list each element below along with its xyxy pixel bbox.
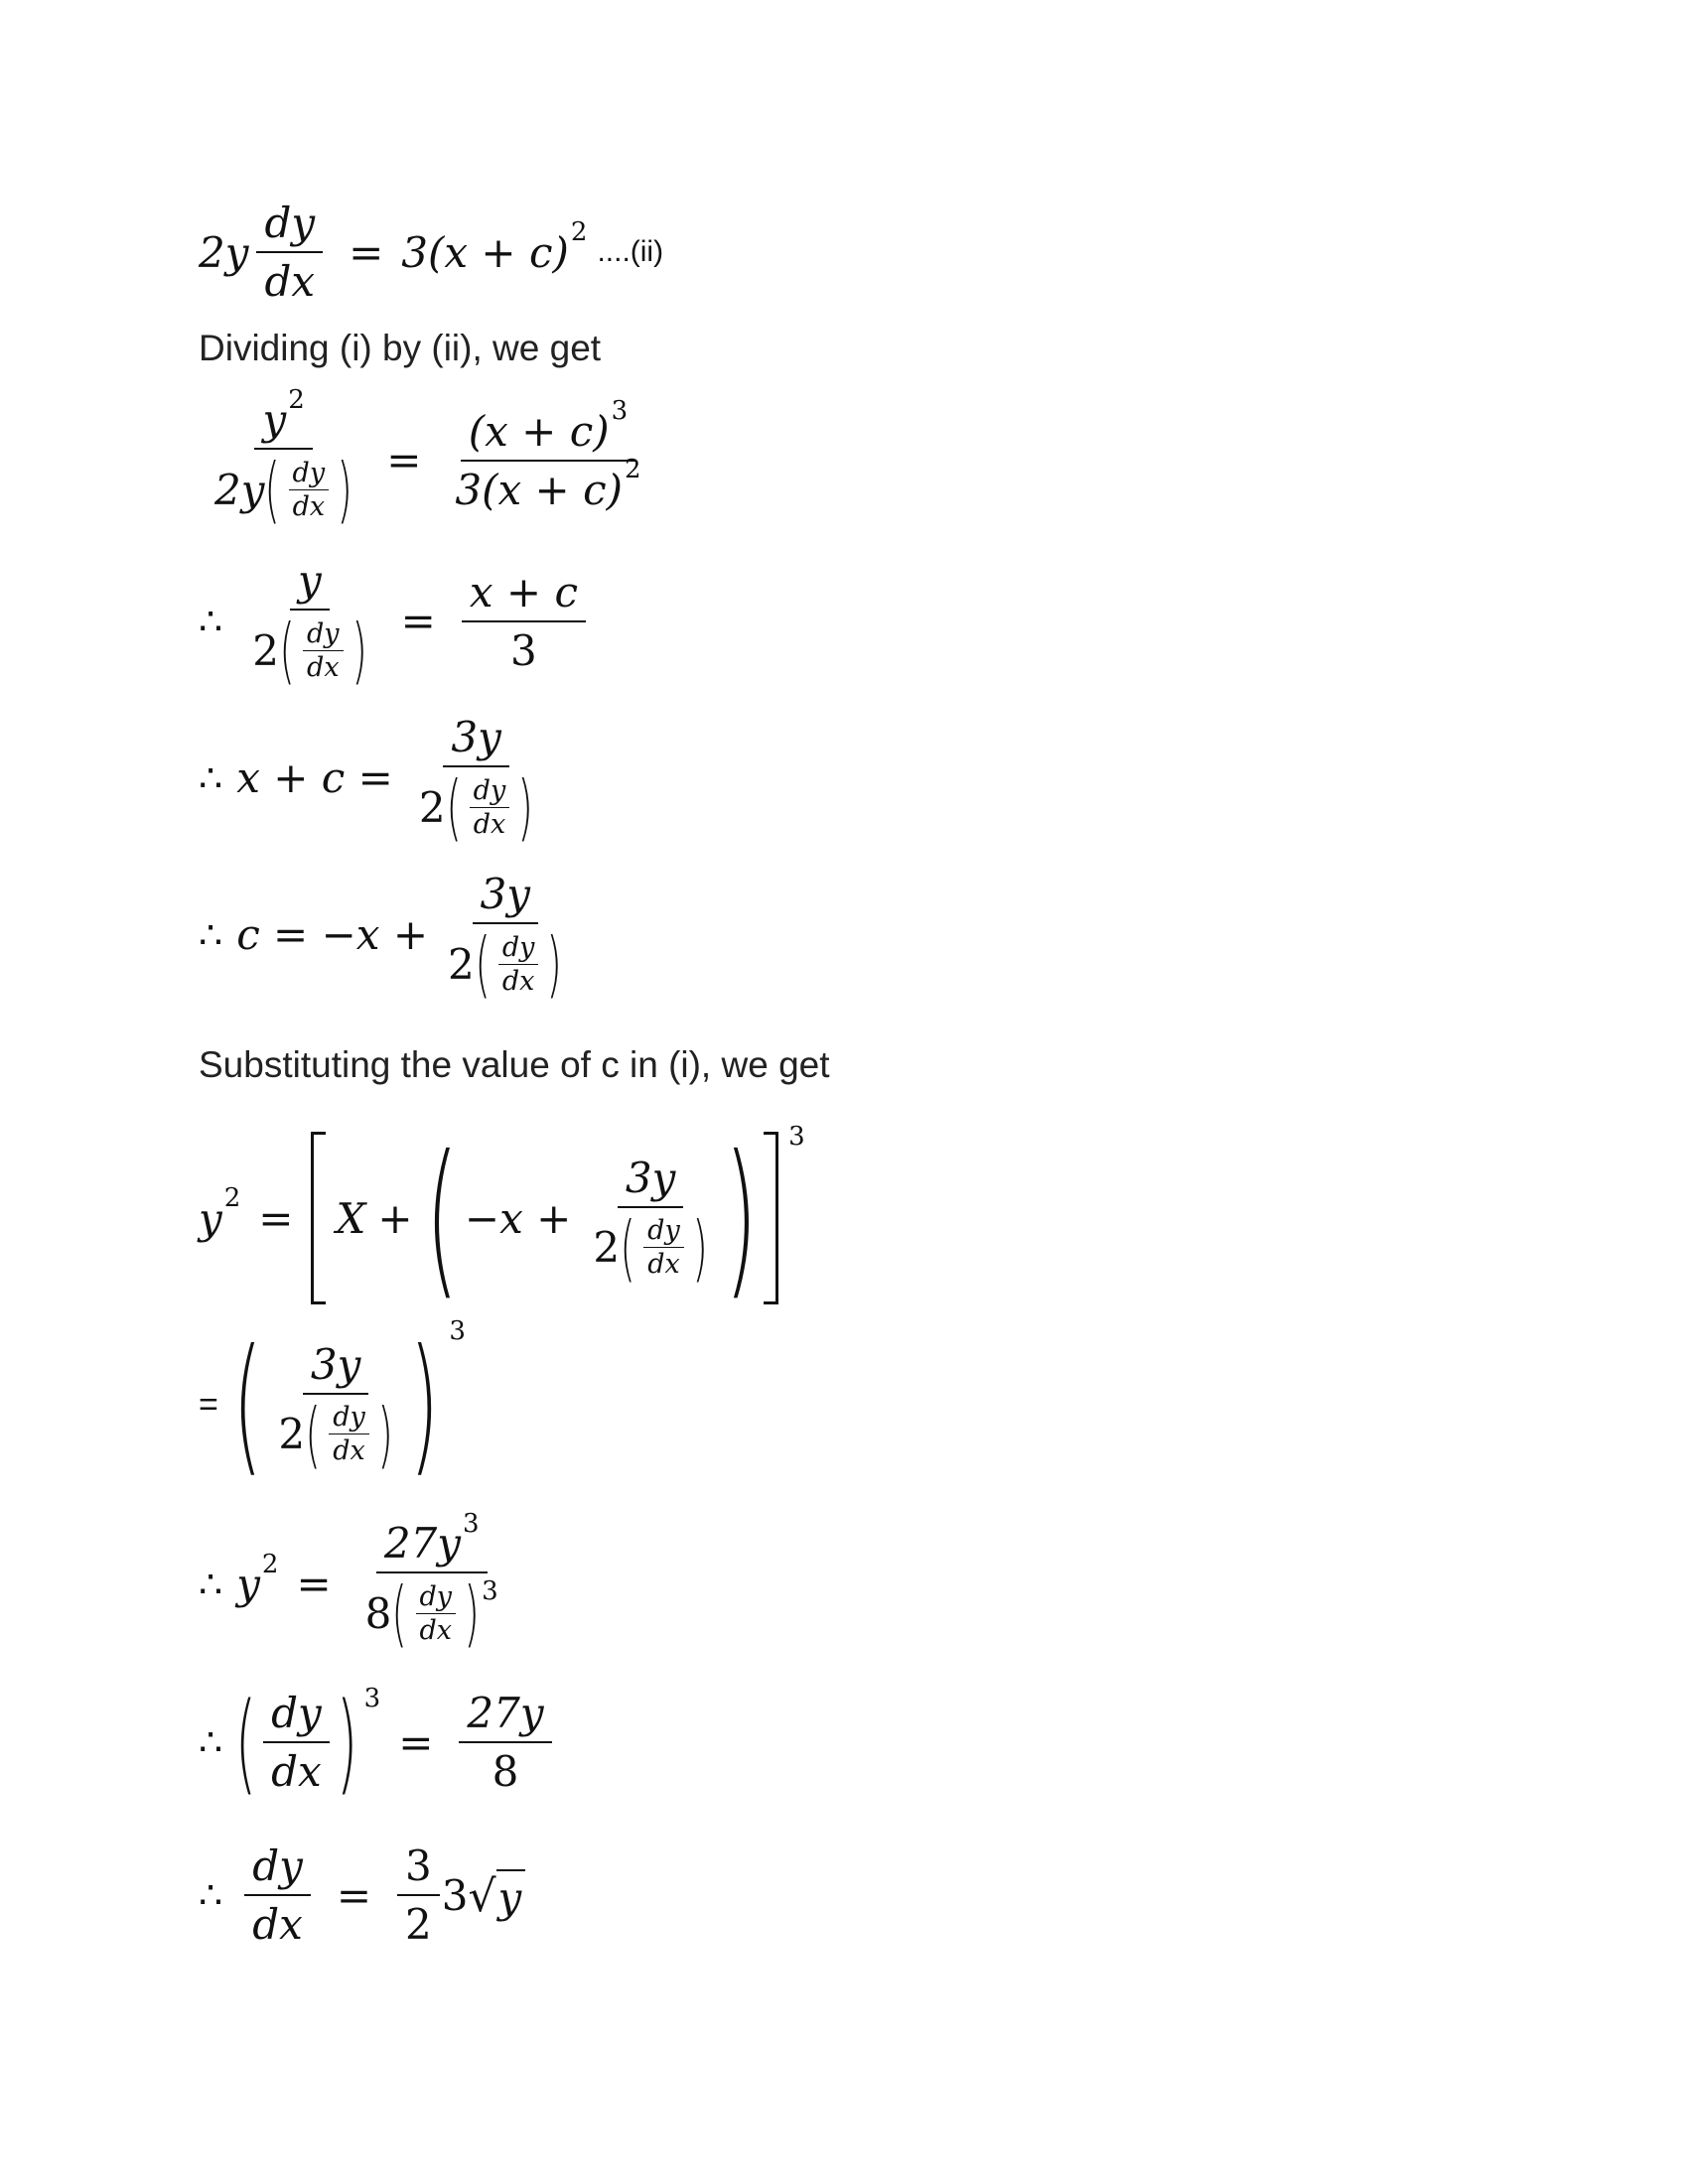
- right-bracket: [764, 1132, 778, 1304]
- equation-tag: ....(ii): [597, 235, 664, 268]
- square-root: √ y: [468, 1869, 525, 1922]
- left-bracket: [311, 1132, 326, 1304]
- therefore-symbol: ∴: [199, 599, 223, 643]
- term-2y: 2y: [199, 227, 249, 277]
- equation-cubed-fraction: = ( 3y 2 ( $\frac{dy}{dx}$ ) ) 3: [199, 1316, 466, 1491]
- equation-ii: 2y $\frac{dy}{dx}$ = 3(x + c) 2 ....(ii): [199, 199, 664, 306]
- text-dividing: Dividing (i) by (ii), we get: [199, 328, 602, 368]
- derivative-dy-dx: $\frac{dy}{dx}$: [256, 199, 323, 306]
- equation-final: ∴ $\frac{dy}{dx}$ = $\frac{3}{2}$ 3 √ y: [199, 1842, 525, 1949]
- equation-simplified: ∴ y 2 ( $\frac{dy}{dx}$ ) = $\frac{x + c}{3}$: [199, 556, 594, 686]
- equation-c: ∴ c = −x + 3y 2 ( $\frac{dy}{dx}$ ): [199, 870, 563, 1006]
- equation-x-plus-c: ∴ x + c = 3y 2 ( $\frac{dy}{dx}$ ): [199, 713, 533, 849]
- equation-substitution: y 2 = X + ( −x + 3y 2 ( $\frac{dy}{dx}$ ) ) 3: [199, 1120, 805, 1316]
- equation-division: y 2 2y ( $\frac{dy}{dx}$ ) = (x + c) 3 3(x + c) 2: [214, 384, 641, 531]
- equation-27y-cubed: ∴ y 2 = 27y 3 8 ( $\frac{dy}{dx}$ ) 3: [199, 1508, 498, 1655]
- equation-derivative-cubed: ∴ ( $\frac{dy}{dx}$ ) 3 = $\frac{27y}{8}$: [199, 1688, 560, 1797]
- text-substituting: Substituting the value of c in (i), we get: [199, 1044, 830, 1085]
